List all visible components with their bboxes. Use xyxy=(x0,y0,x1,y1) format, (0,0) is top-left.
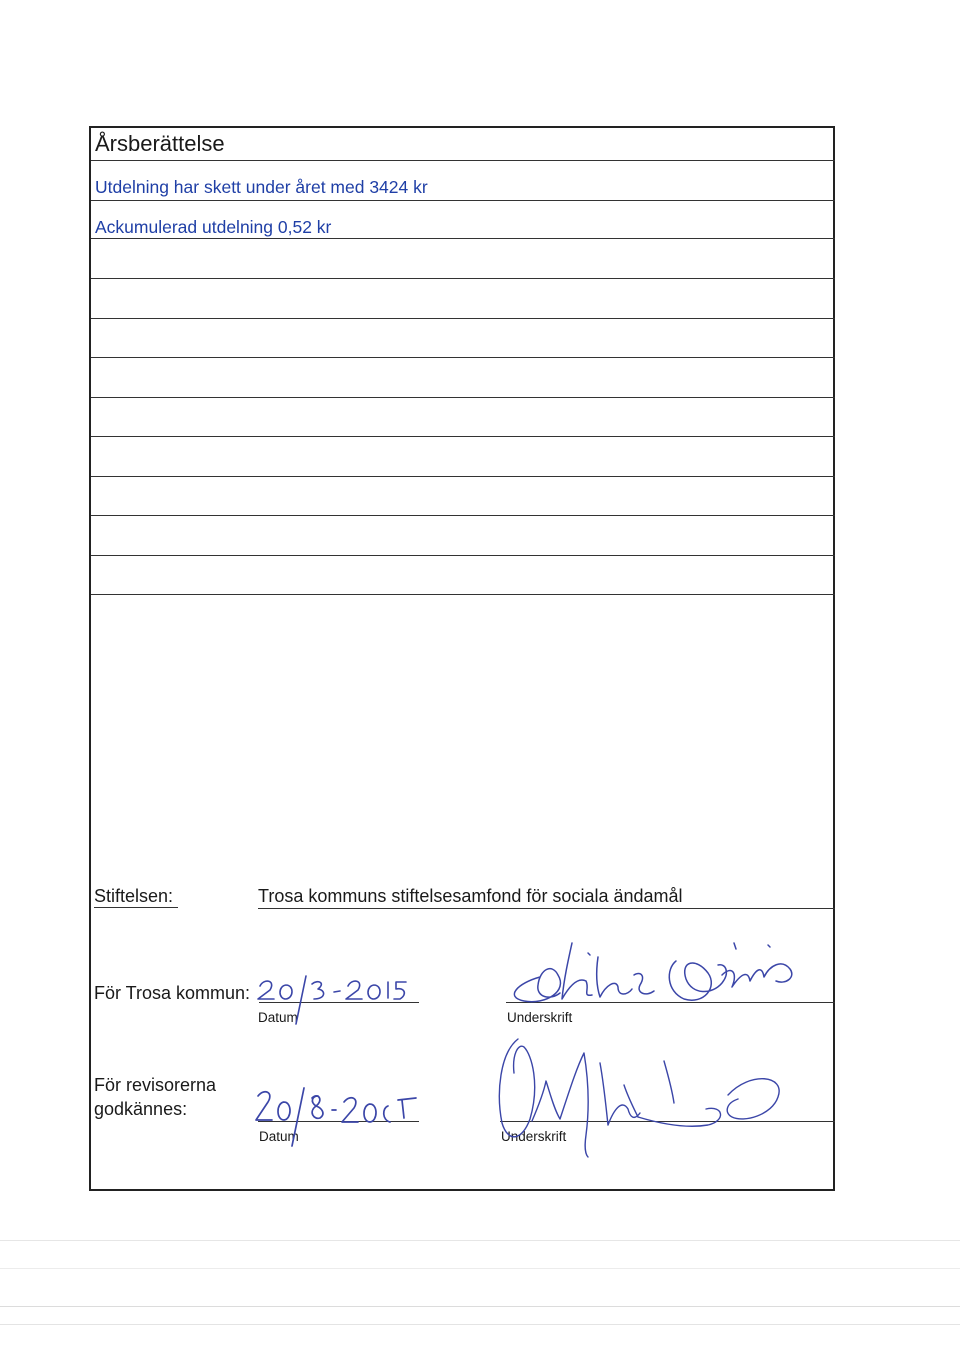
auditors-date-caption: Datum xyxy=(259,1129,299,1144)
foundation-rule xyxy=(258,908,835,909)
municipality-signature xyxy=(500,935,810,1015)
auditors-label-line2: godkännes: xyxy=(94,1099,188,1119)
report-title: Årsberättelse xyxy=(95,131,225,156)
rule xyxy=(91,515,835,516)
rule xyxy=(91,555,835,556)
auditors-label-line1: För revisorerna xyxy=(94,1075,217,1095)
rule xyxy=(91,357,835,358)
foundation-label: Stiftelsen: xyxy=(94,886,174,906)
foundation-label-underline xyxy=(94,907,178,908)
municipality-date-caption: Datum xyxy=(258,1010,298,1025)
accumulated-line: Ackumulerad utdelning 0,52 kr xyxy=(95,217,332,237)
scan-artifact xyxy=(0,1306,960,1307)
scan-artifact xyxy=(0,1324,960,1325)
scan-artifact xyxy=(0,1240,960,1241)
scan-artifact xyxy=(0,1268,960,1269)
distribution-line: Utdelning har skett under året med 3424 kr xyxy=(95,177,428,197)
auditors-handwritten-date xyxy=(252,1080,422,1150)
auditors-signature xyxy=(488,1025,788,1160)
rule xyxy=(91,160,835,161)
foundation-name: Trosa kommuns stiftelsesamfond för sociala ändamål xyxy=(258,886,683,906)
rule xyxy=(91,238,835,239)
rule xyxy=(91,200,835,201)
auditors-signature-caption: Underskrift xyxy=(501,1129,567,1144)
municipality-signature-caption: Underskrift xyxy=(507,1010,573,1025)
rule xyxy=(91,397,835,398)
rule xyxy=(91,476,835,477)
municipality-label: För Trosa kommun: xyxy=(94,983,251,1003)
rule xyxy=(91,436,835,437)
rule xyxy=(91,278,835,279)
municipality-handwritten-date xyxy=(250,972,410,1032)
rule xyxy=(91,594,835,595)
rule xyxy=(91,318,835,319)
